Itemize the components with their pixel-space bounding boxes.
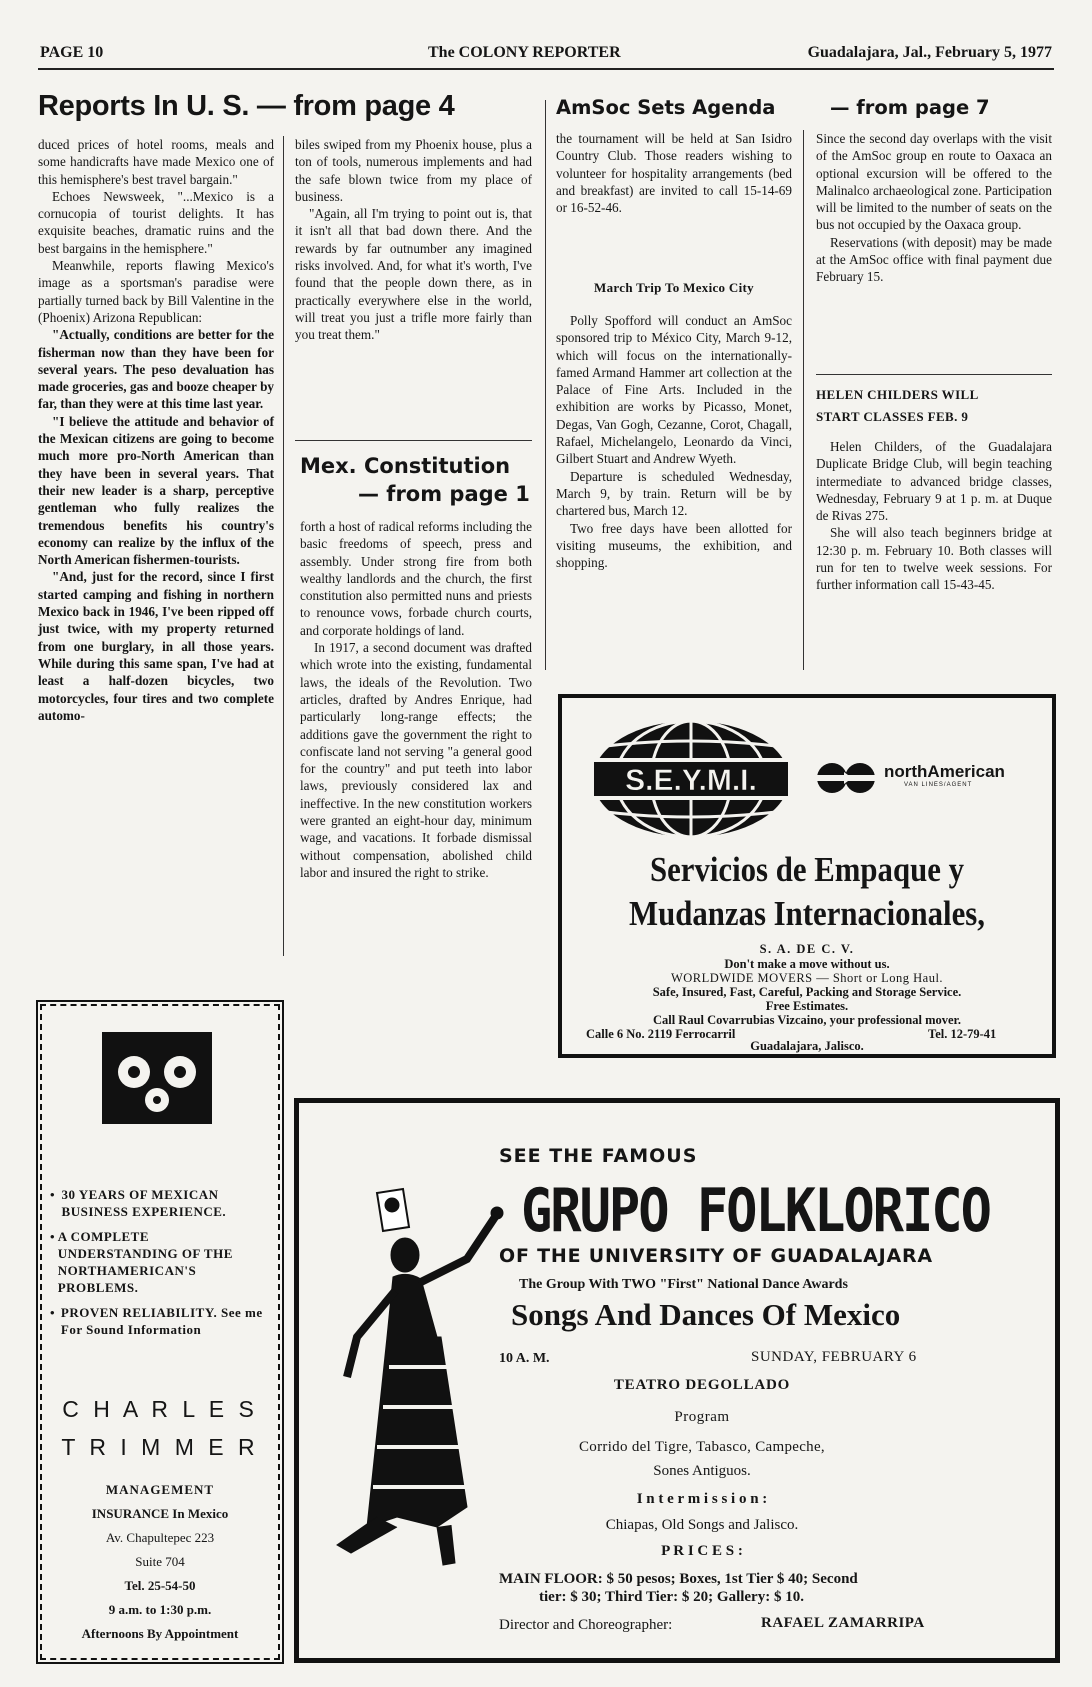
paragraph: biles swiped from my Phoenix house, plus a ton of tools, numerous implements and had the safe blown twice from my place of business. <box>295 137 532 204</box>
event-time: 10 A. M. <box>499 1351 550 1366</box>
seymi-line-5: Call Raul Covarrubias Vizcaino, your professional mover. <box>652 1013 962 1027</box>
prices-label: P R I C E S : <box>661 1543 743 1559</box>
helen-subhead-1: HELEN CHILDERS WILL <box>816 387 979 402</box>
paragraph: forth a host of radical reforms including the basic freedoms of speech, press and assembly. Under strong fire from both wealthy landlords and the church, the first constitution also permitted nuns and priests to renounce vows, forbade church courts, and corporate holdings of land. <box>300 519 532 638</box>
paragraph: In 1917, a second document was drafted which wrote into the existing, fundamental laws, the ideals of the Revolution. Two articles, drafted by Andres Enrique, had particularly long-range effects; the additions gave the government the right to confiscate land not serving "a general good for the country" and put teeth into labor laws, previously considered lax and ineffective. In the new constitution workers were granted an eight-hour day, minimum wage, and vacations. It forbade dismissal without compensation, abolished child labor and insured the right to strike. <box>300 640 532 880</box>
charles-line-3: Av. Chapultepec 223 <box>105 1530 215 1545</box>
seymi-title-1: Servicios de Empaque y <box>649 850 964 889</box>
paragraph: "Again, all I'm trying to point out is, that it isn't all that bad down there. And the rewards by far outnumber any imagined risks involved. And, for what it's worth, I've found that the people down there, as in practically everywhere else in the world, will treat you just a trifle more fairly than you treat them." <box>295 206 532 343</box>
column-divider <box>803 130 804 670</box>
paragraph: Reservations (with deposit) may be made at the AmSoc office with final payment due February 15. <box>816 234 1052 285</box>
director-label: Director and Choreographer: <box>499 1617 673 1633</box>
program-label: Program <box>674 1409 730 1425</box>
charles-bullets: • 30 YEARS OF MEXICAN BUSINESS EXPERIENCE. • A COMPLETE UNDERSTANDING OF THE NORTHAMERICAN'S PROBLEMS. • PROVEN RELIABILITY. See me For Sound Information <box>50 1186 270 1338</box>
article-divider <box>816 374 1052 375</box>
seymi-line-7: Guadalajara, Jalisco. <box>750 1039 864 1053</box>
bullet-3: PROVEN RELIABILITY. See me For Sound Information <box>60 1305 263 1337</box>
masthead <box>40 44 1052 64</box>
helen-subhead-2: START CLASSES FEB. 9 <box>816 409 969 424</box>
grupo-folklorico-title: GRUPO FOLKLORICO <box>521 1177 990 1246</box>
songs-and-dances: Songs And Dances Of Mexico <box>511 1297 901 1332</box>
intermission: I n t e r m i s s i o n : <box>636 1491 768 1507</box>
column-divider <box>283 136 284 956</box>
group-awards-line: The Group With TWO "First" National Dance Awards <box>519 1277 848 1292</box>
seymi-line-6b: Tel. 12-79-41 <box>928 1027 997 1041</box>
charles-line-4: Suite 704 <box>135 1554 185 1569</box>
see-the-famous: SEE THE FAMOUS <box>499 1145 698 1167</box>
constitution-headline-2: — from page 1 <box>358 482 530 506</box>
charles-line-6: 9 a.m. to 1:30 p.m. <box>108 1602 212 1617</box>
bullet-2: A COMPLETE UNDERSTANDING OF THE NORTHAMERICAN'S PROBLEMS. <box>57 1229 233 1295</box>
amsoc-headline-right: — from page 7 <box>830 96 990 119</box>
dateline: Guadalajara, Jal., February 5, 1977 <box>807 44 1052 61</box>
folklorico-ad <box>294 1098 1060 1663</box>
partner-name: northAmerican <box>884 762 1005 781</box>
helen-body <box>816 438 1052 594</box>
seymi-line-2: WORLDWIDE MOVERS — Short or Long Haul. <box>670 971 944 985</box>
gears-icon <box>102 1032 212 1124</box>
seymi-line-6a: Calle 6 No. 2119 Ferrocarril <box>586 1027 736 1041</box>
paragraph: the tournament will be held at San Isidro Country Club. Those readers wishing to volunteer for hospitality arrangements (bed and breakfast) are invited to call 15-14-69 or 16-52-46. <box>556 131 792 216</box>
prices-line-1: MAIN FLOOR: $ 50 pesos; Boxes, 1st Tier $ 40; Second <box>499 1571 858 1587</box>
article-divider <box>295 440 532 441</box>
charles-name-1: C H A R L E S <box>62 1396 258 1422</box>
amsoc-column-4a <box>816 130 1052 286</box>
march-trip-subhead: March Trip To Mexico City <box>594 280 754 295</box>
charles-line-1: MANAGEMENT <box>105 1482 215 1497</box>
seymi-line-1: Don't make a move without us. <box>724 957 890 971</box>
partner-sub: VAN LINES/AGENT <box>904 782 973 788</box>
reports-column-1 <box>38 136 274 724</box>
northamerican-logo-icon <box>816 762 880 794</box>
reports-headline: Reports In U. S. — from page 4 <box>38 90 455 122</box>
paragraph: Meanwhile, reports flawing Mexico's image as a sportsman's paradise were partially turned back by Bill Valentine in the (Phoenix) Arizona Republican: <box>38 258 274 325</box>
charles-line-2: INSURANCE In Mexico <box>91 1506 229 1521</box>
paper-name: The COLONY REPORTER <box>428 44 621 61</box>
program-line-1: Corrido del Tigre, Tabasco, Campeche, <box>579 1439 825 1455</box>
page-number: PAGE 10 <box>40 44 104 61</box>
paragraph: "And, just for the record, since I first started camping and fishing in northern Mexico back in 1946, I've been ripped off just twice, with my property returned from one burglary, in all those years. While during this same span, I've had at least a half-dozen bicycles, two motorcycles, four tires and two complete automo- <box>38 569 274 723</box>
constitution-body <box>300 518 532 881</box>
program-line-2: Sones Antiguos. <box>653 1463 751 1479</box>
charles-line-5: Tel. 25-54-50 <box>124 1578 196 1593</box>
seymi-title-2: Mudanzas Internacionales, <box>629 894 985 933</box>
paragraph: "Actually, conditions are better for the fisherman now than they have been for several years. The peso devaluation has made groceries, gas and booze cheaper by far, than they were at this time last year. <box>38 327 274 412</box>
seymi-line-3: Safe, Insured, Fast, Careful, Packing and Storage Service. <box>652 985 962 999</box>
paragraph: Two free days have been allotted for visiting museums, the exhibition, and shopping. <box>556 520 792 571</box>
university-line: OF THE UNIVERSITY OF GUADALAJARA <box>499 1245 933 1267</box>
paragraph: Helen Childers, of the Guadalajara Duplicate Bridge Club, will begin teaching intermediate to advanced bridge classes, Wednesday, February 9 at 1 p. m. at Duque de Rivas 275. <box>816 439 1052 524</box>
prices-line-2: tier: $ 30; Third Tier: $ 20; Gallery: $ 10. <box>539 1589 804 1605</box>
amsoc-column-3a <box>556 130 792 216</box>
seymi-company: S. A. DE C. V. <box>759 942 855 956</box>
amsoc-headline-left: AmSoc Sets Agenda <box>556 96 776 119</box>
event-date: SUNDAY, FEBRUARY 6 <box>751 1349 917 1365</box>
paragraph: Polly Spofford will conduct an AmSoc sponsored trip to México City, March 9-12, which will focus on the internationally-famed Armand Hammer art collection at the Palace of Fine Arts. Included in the exhibition are works by Picasso, Monet, Degas, Van Gogh, Cezanne, Corot, Chagall, Rafael, Michelangelo, Leonardo da Vinci, Gilbert Stuart and Andrew Wyeth. <box>556 313 792 467</box>
bullet-1: 30 YEARS OF MEXICAN BUSINESS EXPERIENCE. <box>61 1187 227 1219</box>
column-divider <box>545 100 546 670</box>
globe-logo-icon <box>586 716 796 842</box>
paragraph: "I believe the attitude and behavior of the Mexican citizens are going to become much more pro-North American than they have been in several years. That their new leader is a sharp, perceptive gentleman who fully realizes the tremendous benefits his country's economy can realize by the influx of the North American fishermen-tourists. <box>38 413 274 568</box>
paragraph: duced prices of hotel rooms, meals and some handicrafts have made Mexico one of this hemisphere's best travel bargain." <box>38 137 274 187</box>
masthead-rule <box>38 68 1054 70</box>
venue: TEATRO DEGOLLADO <box>613 1377 791 1393</box>
constitution-headline-1: Mex. Constitution <box>300 454 511 478</box>
paragraph: Echoes Newsweek, "...Mexico is a cornucopia of tourist delights. It has exquisite beaches, dramatic ruins and the best bargains in the hemisphere." <box>38 188 274 256</box>
charles-trimmer-ad <box>40 1004 280 1660</box>
director-name: RAFAEL ZAMARRIPA <box>761 1615 925 1631</box>
paragraph: Departure is scheduled Wednesday, March 9, by train. Return will be by chartered bus, March 12. <box>556 468 792 519</box>
charles-line-7: Afternoons By Appointment <box>81 1626 239 1641</box>
paragraph: Since the second day overlaps with the visit of the AmSoc group en route to Oaxaca an optional excursion will be offered to the Malinalco archaeological zone. Participation will be limited to the number of seats on the bus not occupied by the Oaxaca group. <box>816 131 1052 233</box>
seymi-ad <box>558 694 1056 1058</box>
amsoc-column-3b <box>556 312 792 571</box>
reports-column-2 <box>295 136 532 344</box>
program-line-3: Chiapas, Old Songs and Jalisco. <box>605 1517 799 1533</box>
seymi-line-4: Free Estimates. <box>765 999 849 1013</box>
seymi-logo-text: S.E.Y.M.I. <box>625 764 757 797</box>
paragraph: She will also teach beginners bridge at 12:30 p. m. February 10. Both classes will run for ten to twelve week sessions. For further information call 15-43-45. <box>816 525 1052 593</box>
charles-name-2: T R I M M E R <box>61 1434 259 1460</box>
